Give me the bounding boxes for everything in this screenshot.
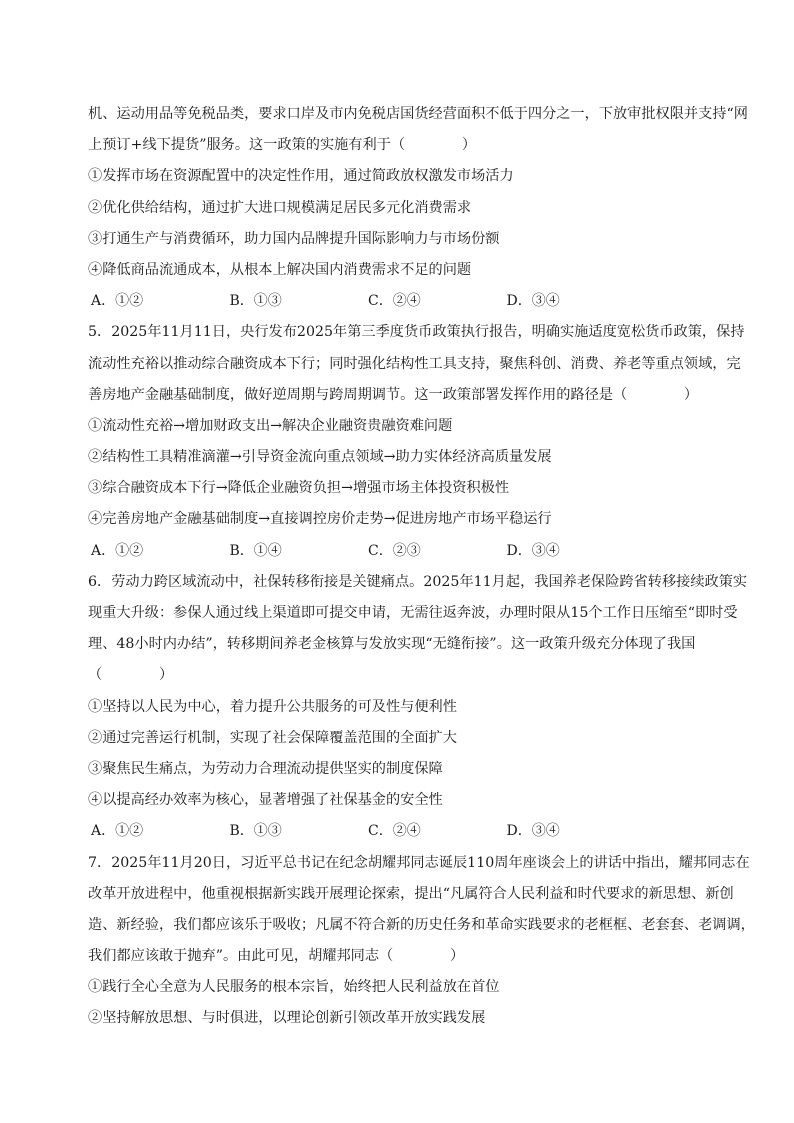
- q5-option-c: C．②③: [368, 542, 421, 559]
- q6-answer-options: [88, 816, 728, 847]
- q7-line-3: 造、新经验，我们都应该乐于吸收；凡属不符合新的历史任务和革命实践要求的老框框、老套套、老调调，: [88, 916, 755, 933]
- q5-answer-options: [88, 536, 728, 567]
- q6-line-2: 现重大升级：参保人通过线上渠道即可提交申请，无需往返奔波，办理时限从15个工作日压缩至“即时受: [88, 605, 738, 621]
- q5-option-b: B．①④: [229, 542, 282, 559]
- q6-line-3: 理、48小时内办结”，转移期间养老金核算与发放实现“无缝衔接”。这一政策升级充分体现了我国: [88, 636, 696, 653]
- q6-choice-3: ③聚焦民生痛点，为劳动力合理流动提供坚实的制度保障: [88, 760, 443, 777]
- q4-answer-options: [88, 286, 728, 317]
- q4-choice-4: ④降低商品流通成本，从根本上解决国内消费需求不足的问题: [88, 261, 472, 278]
- q5-option-a: A．①②: [91, 542, 144, 559]
- q4-choice-1: ①发挥市场在资源配置中的决定性作用，通过简政放权激发市场活力: [88, 168, 514, 185]
- q4-option-c: C．②④: [368, 293, 421, 310]
- q6-choice-4: ④以提高经办效率为核心，显著增强了社保基金的安全性: [88, 792, 443, 809]
- q5-line-2: 流动性充裕以推动综合融资成本下行；同时强化结构性工具支持，聚焦科创、消费、养老等重点领域，完: [88, 355, 741, 372]
- q6-option-a: A．①②: [91, 823, 144, 840]
- q4-choice-2: ②优化供给结构，通过扩大进口规模满足居民多元化消费需求: [88, 199, 472, 216]
- q4-option-b: B．①③: [229, 293, 282, 310]
- q4-option-a: A．①②: [91, 293, 144, 310]
- q7-choice-2: ②坚持解放思想、与时俱进，以理论创新引领改革开放实践发展: [88, 1010, 486, 1027]
- q7-line-2: 改革开放进程中，他重视根据新实践开展理论探索，提出“凡属符合人民利益和时代要求的新思想、新创: [88, 885, 734, 902]
- q5-choice-3: ③综合融资成本下行→降低企业融资负担→增强市场主体投资积极性: [88, 480, 510, 497]
- question-7: [88, 848, 755, 1035]
- q6-line-1: 6．劳动力跨区域流动中，社保转移衔接是关键痛点。2025年11月起，我国养老保险跨省转移接续政策实: [88, 573, 748, 590]
- q7-choice-1: ①践行全心全意为人民服务的根本宗旨，始终把人民利益放在首位: [88, 979, 500, 996]
- q5-line-3: 善房地产金融基础制度，做好逆周期与跨周期调节。这一政策部署发挥作用的路径是（ ）: [88, 386, 699, 403]
- q5-choice-1: ①流动性充裕→增加财政支出→解决企业融资贵融资难问题: [88, 417, 453, 434]
- q4-option-d: D．③④: [506, 293, 560, 310]
- q7-line-4: 我们都应该敢于抛弃”。由此可见，胡耀邦同志（ ）: [88, 948, 465, 965]
- q4-line-1: 机、运动用品等免税品类，要求口岸及市内免税店国货经营面积不低于四分之一，下放审批权限并支持“网: [88, 106, 748, 122]
- question-4-fragment: [88, 99, 748, 317]
- question-text-block: [88, 99, 755, 1035]
- q5-choice-4: ④完善房地产金融基础制度→直接调控房价走势→促进房地产市场平稳运行: [88, 511, 552, 528]
- q4-line-2: 上预订+线下提货”服务。这一政策的实施有利于（ ）: [88, 137, 477, 154]
- q6-option-d: D．③④: [506, 823, 560, 840]
- q5-choice-2: ②结构性工具精准滴灌→引导资金流向重点领域→助力实体经济高质量发展: [88, 449, 552, 466]
- q6-choice-2: ②通过完善运行机制，实现了社会保障覆盖范围的全面扩大: [88, 729, 457, 746]
- q4-choice-3: ③打通生产与消费循环，助力国内品牌提升国际影响力与市场份额: [88, 230, 500, 247]
- question-5: [88, 317, 745, 567]
- question-6: [88, 567, 748, 848]
- q5-option-d: D．③④: [506, 542, 560, 559]
- q7-line-1: 7．2025年11月20日，习近平总书记在纪念胡耀邦同志诞辰110周年座谈会上的讲话中指出，耀邦同志在: [88, 854, 750, 871]
- q6-option-c: C．②④: [368, 823, 421, 840]
- q5-line-1: 5．2025年11月11日，央行发布2025年第三季度货币政策执行报告，明确实施适度宽松货币政策，保持: [88, 324, 745, 341]
- q6-line-4: （ ）: [88, 667, 174, 684]
- q6-option-b: B．①③: [229, 823, 282, 840]
- q6-choice-1: ①坚持以人民为中心，着力提升公共服务的可及性与便利性: [88, 698, 457, 715]
